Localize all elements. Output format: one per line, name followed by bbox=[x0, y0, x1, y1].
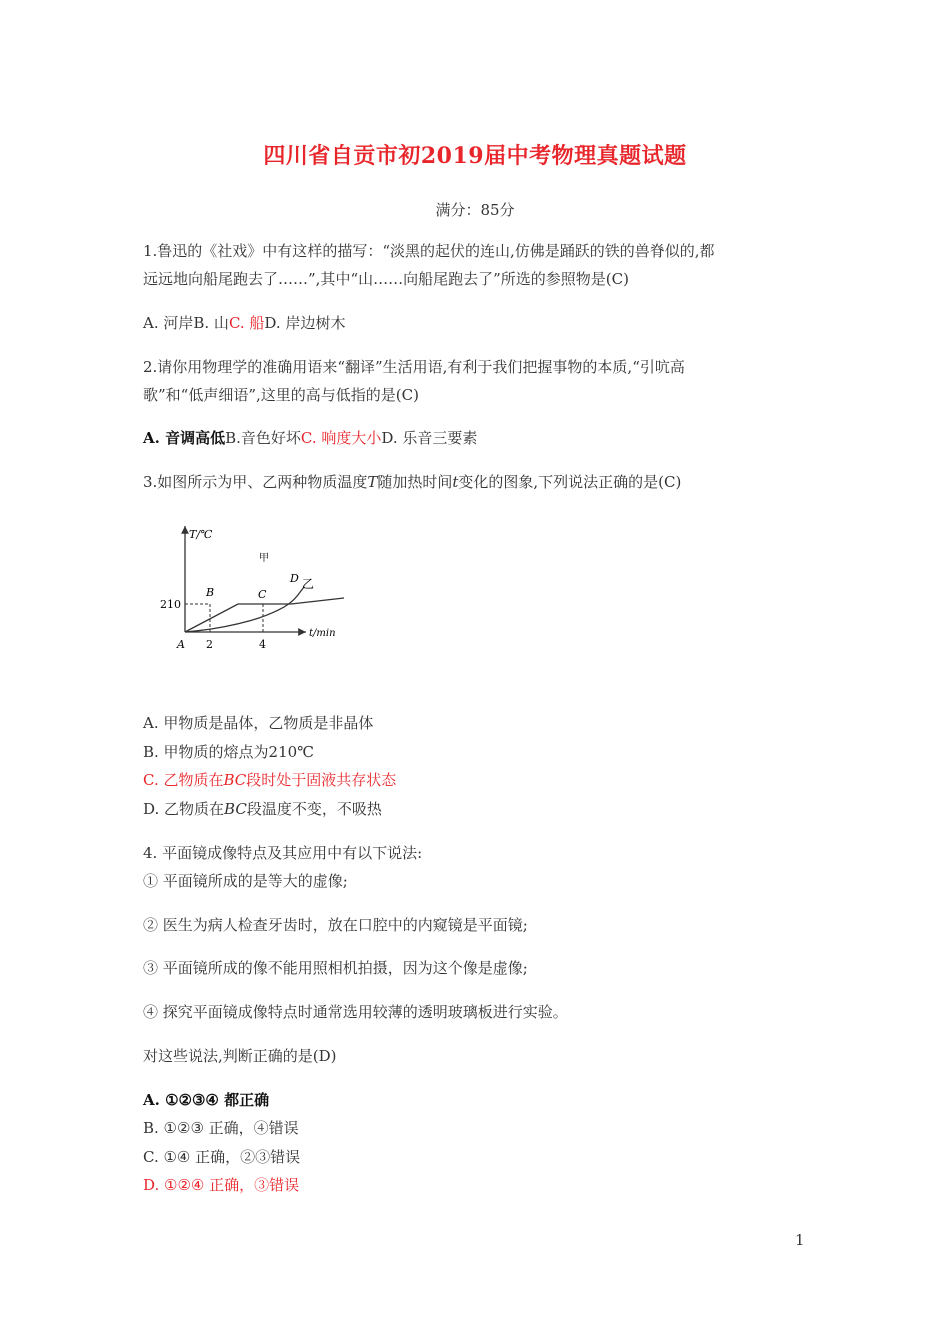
point-label-d: D bbox=[290, 572, 299, 585]
x-tick-2: 2 bbox=[206, 638, 213, 651]
q4-option-c: C. ①④ 正确，②③错误 bbox=[143, 1148, 301, 1166]
q3-stem-part3: 变化的图象,下列说法正确的是(C) bbox=[458, 473, 682, 491]
document-title: 四川省自贡市初2019届中考物理真题试题 bbox=[263, 143, 687, 169]
q1-stem-line1: 1.鲁迅的《社戏》中有这样的描写：“淡黑的起伏的连山,仿佛是踊跃的铁的兽脊似的,都 bbox=[143, 242, 715, 260]
point-label-b: B bbox=[206, 586, 215, 599]
q4-option-a: A. ①②③④ 都正确 bbox=[143, 1091, 270, 1109]
q1-stem-line2: 远远地向船尾跑去了……”,其中“山……向船尾跑去了”所选的参照物是(C) bbox=[143, 270, 629, 288]
q3-option-d-bc: BC bbox=[224, 800, 247, 818]
point-label-c: C bbox=[258, 588, 267, 601]
series-yi-line bbox=[185, 598, 344, 632]
q1-option-c: C. 船 bbox=[228, 314, 265, 332]
q1-option-a: A. 河岸 bbox=[143, 314, 194, 332]
q4-judge: 对这些说法,判断正确的是(D) bbox=[143, 1047, 337, 1065]
q3-stem-t: t bbox=[452, 473, 459, 491]
q4-option-d: D. ①②④ 正确，③错误 bbox=[143, 1176, 300, 1194]
temperature-time-graph bbox=[160, 518, 360, 653]
q3-option-b: B. 甲物质的熔点为210℃ bbox=[143, 743, 314, 761]
series-label-jia: 甲 bbox=[259, 553, 269, 564]
q3-stem-part1: 3.如图所示为甲、乙两种物质温度 bbox=[143, 473, 368, 491]
q1-options bbox=[143, 313, 345, 333]
series-label-yi: 乙 bbox=[302, 577, 315, 591]
y-tick-210: 210 bbox=[160, 598, 181, 611]
q3-option-d-part1: D. 乙物质在 bbox=[143, 800, 225, 818]
q4-statement-4: ④ 探究平面镜成像特点时通常选用较薄的透明玻璃板进行实验。 bbox=[143, 1003, 568, 1021]
q2-option-b: B.音色好坏 bbox=[225, 429, 301, 447]
q2-stem-line1: 2.请你用物理学的准确用语来“翻译”生活用语,有利于我们把握事物的本质,“引吭高 bbox=[143, 358, 685, 376]
q4-statement-1: ① 平面镜所成的是等大的虚像; bbox=[143, 872, 348, 890]
q3-option-c-part1: C. 乙物质在 bbox=[143, 771, 224, 789]
q2-option-a: A. 音调高低 bbox=[143, 429, 226, 447]
page-number: 1 bbox=[795, 1231, 805, 1249]
q1-option-d: D. 岸边树木 bbox=[264, 314, 346, 332]
q3-option-d bbox=[143, 799, 382, 819]
q3-stem bbox=[143, 472, 681, 492]
q2-options bbox=[143, 428, 477, 448]
q4-statement-2: ② 医生为病人检查牙齿时，放在口腔中的内窥镜是平面镜; bbox=[143, 916, 528, 934]
q4-stem: 4. 平面镜成像特点及其应用中有以下说法: bbox=[143, 844, 423, 862]
series-jia-line bbox=[185, 587, 304, 632]
y-axis-label: T/℃ bbox=[189, 528, 213, 541]
x-tick-4: 4 bbox=[259, 638, 266, 651]
q3-option-c bbox=[143, 770, 396, 790]
q2-option-d: D. 乐音三要素 bbox=[381, 429, 478, 447]
q3-option-a: A. 甲物质是晶体，乙物质是非晶体 bbox=[143, 714, 374, 732]
q1-option-b: B. 山 bbox=[193, 314, 229, 332]
q3-option-c-bc: BC bbox=[223, 771, 247, 789]
q3-stem-part2: 随加热时间 bbox=[377, 473, 453, 491]
q3-stem-T: T bbox=[367, 473, 378, 491]
q4-statement-3: ③ 平面镜所成的像不能用照相机拍摄，因为这个像是虚像; bbox=[143, 959, 528, 977]
q2-option-c: C. 响度大小 bbox=[300, 429, 382, 447]
q3-option-c-part2: 段时处于固液共存状态 bbox=[246, 771, 397, 789]
q2-stem-line2: 歌”和“低声细语”,这里的高与低指的是(C) bbox=[143, 386, 419, 404]
q4-option-b: B. ①②③ 正确，④错误 bbox=[143, 1119, 299, 1137]
point-label-a: A bbox=[177, 638, 185, 651]
full-score: 满分：85分 bbox=[435, 201, 515, 219]
q3-option-d-part2: 段温度不变，不吸热 bbox=[246, 800, 382, 818]
x-axis-label: t/min bbox=[309, 628, 336, 639]
